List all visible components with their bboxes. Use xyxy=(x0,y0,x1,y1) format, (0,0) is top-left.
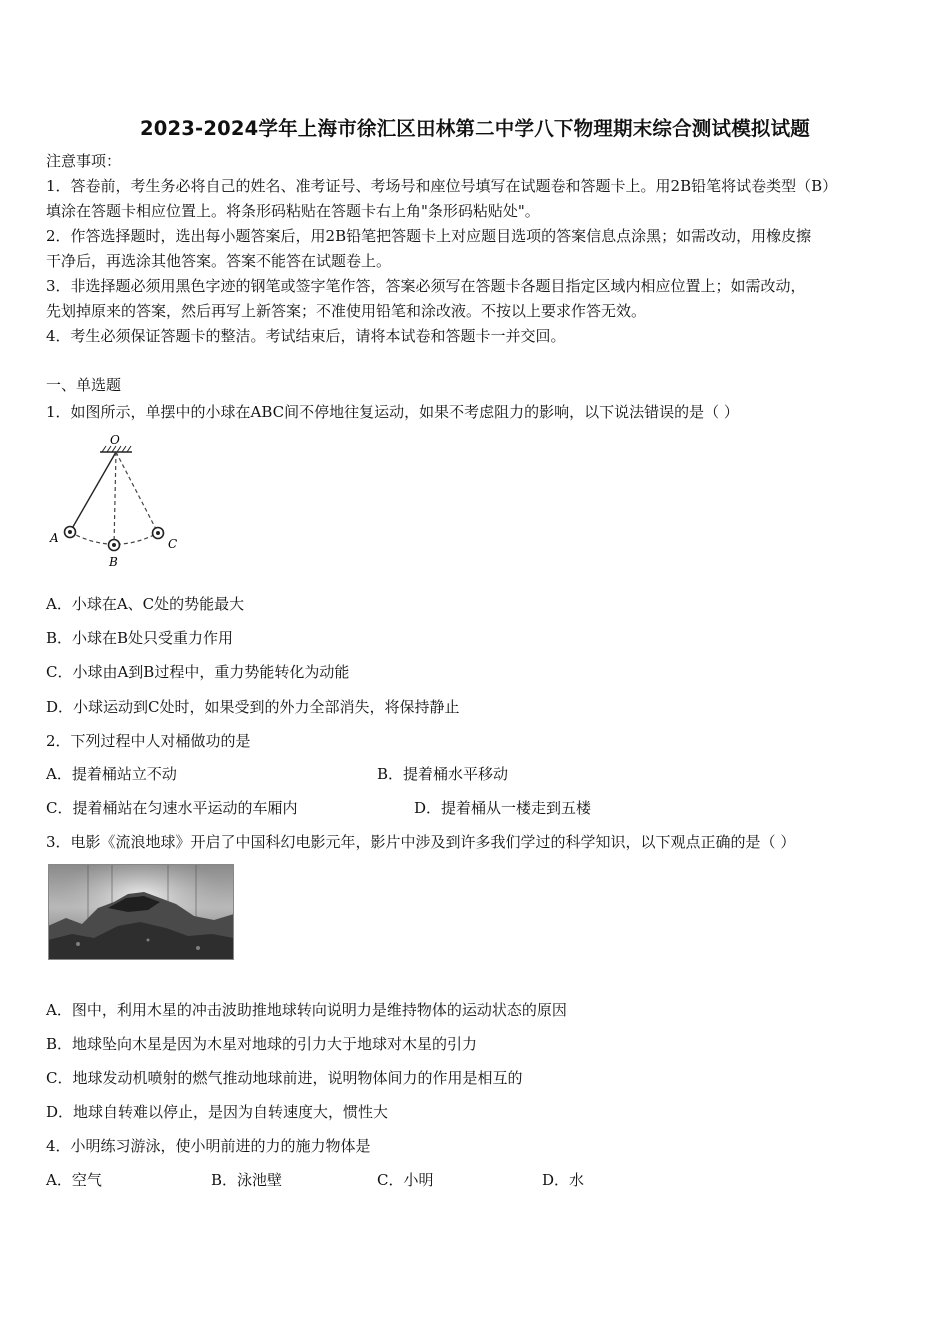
question-2-option-b: B．提着桶水平移动 xyxy=(377,765,509,783)
question-2-stem: 2．下列过程中人对桶做功的是 xyxy=(46,732,251,750)
notice-line: 先划掉原来的答案，然后再写上新答案；不准使用铅笔和涂改液。不按以上要求作答无效。 xyxy=(46,302,647,320)
question-4-option-d: D．水 xyxy=(542,1171,585,1189)
question-3-option-a: A．图中，利用木星的冲击波助推地球转向说明力是维持物体的运动状态的原因 xyxy=(46,1001,567,1019)
label-a: A xyxy=(50,531,59,545)
question-1-option-b: B．小球在B处只受重力作用 xyxy=(46,629,234,647)
question-1-stem: 1．如图所示，单摆中的小球在ABC间不停地往复运动，如果不考虑阻力的影响，以下说法错误的是（ ） xyxy=(46,403,739,421)
question-1-option-d: D．小球运动到C处时，如果受到的外力全部消失，将保持静止 xyxy=(46,698,460,716)
notice-line: 干净后，再选涂其他答案。答案不能答在试题卷上。 xyxy=(46,252,392,270)
notice-line: 3．非选择题必须用黑色字迹的钢笔或签字笔作答，答案必须写在答题卡各题目指定区域内相应位置上；如需改动， xyxy=(46,277,806,295)
section-heading: 一、单选题 xyxy=(46,376,122,394)
page-title: 2023-2024学年上海市徐汇区田林第二中学八下物理期末综合测试模拟试题 xyxy=(139,117,811,140)
question-3-option-d: D．地球自转难以停止，是因为自转速度大，惯性大 xyxy=(46,1103,389,1121)
question-2-option-a: A．提着桶站立不动 xyxy=(46,765,177,783)
question-1-option-c: C．小球由A到B过程中，重力势能转化为动能 xyxy=(46,663,350,681)
question-3-option-b: B．地球坠向木星是因为木星对地球的引力大于地球对木星的引力 xyxy=(46,1035,478,1053)
question-3-option-c: C．地球发动机喷射的燃气推动地球前进，说明物体间力的作用是相互的 xyxy=(46,1069,523,1087)
question-4-stem: 4．小明练习游泳，使小明前进的力的施力物体是 xyxy=(46,1137,371,1155)
notice-line: 4．考生必须保证答题卡的整洁。考试结束后，请将本试卷和答题卡一并交回。 xyxy=(46,327,566,345)
label-b: B xyxy=(109,555,118,569)
question-1-option-a: A．小球在A、C处的势能最大 xyxy=(46,595,245,613)
question-2-option-d: D．提着桶从一楼走到五楼 xyxy=(414,799,592,817)
notice-line: 填涂在答题卡相应位置上。将条形码粘贴在答题卡右上角"条形码粘贴处"。 xyxy=(46,202,540,220)
question-4-option-c: C．小明 xyxy=(377,1171,434,1189)
movie-still-image xyxy=(48,864,234,960)
question-4-option-a: A．空气 xyxy=(46,1171,102,1189)
pendulum-figure xyxy=(46,432,196,572)
question-2-option-c: C．提着桶站在匀速水平运动的车厢内 xyxy=(46,799,298,817)
notice-line: 2．作答选择题时，选出每小题答案后，用2B铅笔把答题卡上对应题目选项的答案信息点涂黑；如需改动，用橡皮擦 xyxy=(46,227,812,245)
question-4-option-b: B．泳池壁 xyxy=(211,1171,283,1189)
notice-line: 1．答卷前，考生务必将自己的姓名、准考证号、考场号和座位号填写在试题卷和答题卡上。用2B铅笔将试卷类型（B） xyxy=(46,177,838,195)
label-o: O xyxy=(110,433,120,447)
label-c: C xyxy=(168,537,178,551)
notice-heading: 注意事项： xyxy=(46,152,122,170)
question-3-stem: 3．电影《流浪地球》开启了中国科幻电影元年，影片中涉及到许多我们学过的科学知识，以下观点正确的是（ ） xyxy=(46,833,796,851)
